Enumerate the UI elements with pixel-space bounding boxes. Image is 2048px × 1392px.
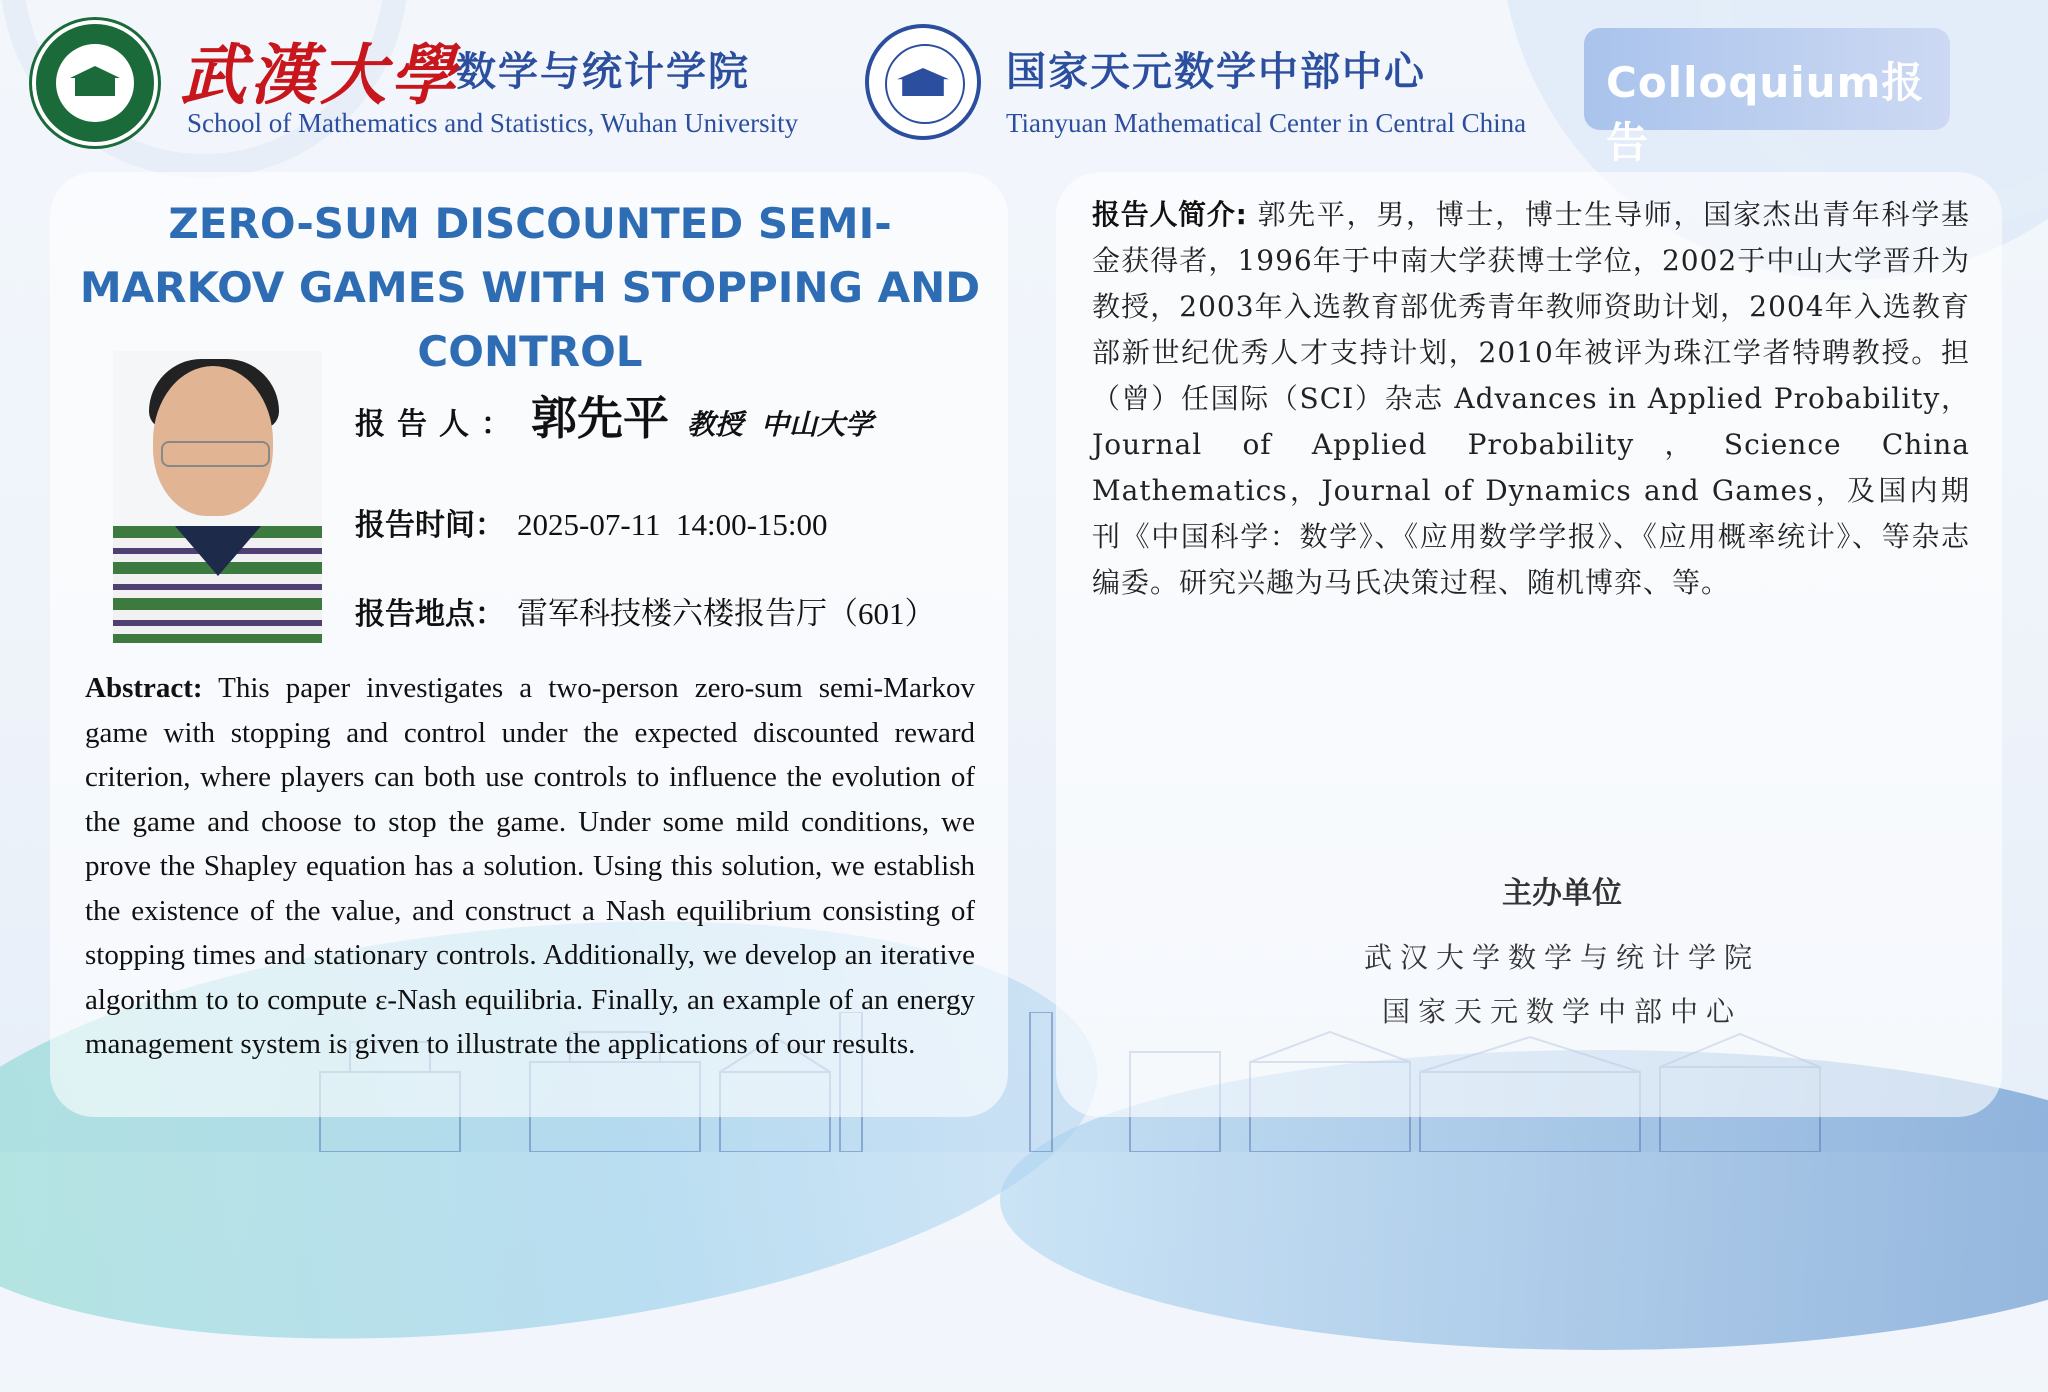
abstract-text: This paper investigates a two-person zero-sum semi-Markov game with stopping and control under the expected discounted reward criterion, where players can both use controls to influence the evolution of the game and choose to stop the game. Under some mild conditions, we prove the Shapley equation has a solution. Using this solution, we establish the existence of the value, and construct a Nash equilibrium consisting of stopping times and stationary controls. Additionally, we develop an iterative algorithm to to compute ε-Nash equilibria. Finally, an example of an energy management system is given to illustrate the applications of our results. (85, 672, 975, 1060)
speaker-bio (1092, 192, 1970, 606)
speaker-line (355, 382, 873, 448)
speaker-photo (113, 351, 322, 643)
time-label: 报告时间： (355, 508, 505, 543)
colloquium-badge-label: Colloquium报告 (1606, 58, 1925, 167)
organizer-item: 国家天元数学中部中心 (1381, 995, 1742, 1028)
abstract-label: Abstract: (85, 672, 203, 704)
wuhan-university-logo (32, 20, 158, 146)
time-value: 2025-07-11 14:00-15:00 (517, 507, 828, 542)
speaker-label: 报告人： (355, 407, 523, 442)
time-line (355, 500, 828, 544)
colloquium-badge (1584, 28, 1950, 167)
school-name-cn: 数学与统计学院 (456, 49, 750, 95)
bio-label: 报告人简介: (1092, 198, 1247, 231)
organizers-title: 主办单位 (1502, 876, 1622, 911)
talk-title: ZERO-SUM DISCOUNTED SEMI-MARKOV GAMES WITH STOPPING AND CONTROL (79, 199, 981, 376)
speaker-name: 郭先平 (531, 391, 669, 445)
place-line (355, 588, 936, 633)
university-name-calligraphy: 武漢大學 (180, 36, 460, 114)
tianyuan-center-logo (865, 24, 981, 140)
bio-text: 郭先平，男，博士，博士生导师，国家杰出青年科学基金获得者，1996年于中南大学获博士学位，2002于中山大学晋升为教授，2003年入选教育部优秀青年教师资助计划，2004年入选教育部新世纪优秀人才支持计划，2010年被评为珠江学者特聘教授。担（曾）任国际（SCI）杂志 Advances in Applied Probability，Journal of Applied Probability，Science China Mathematics，Journal of Dynamics and Games，及国内期刊《中国科学：数学》、《应用数学学报》、《应用概率统计》、等杂志编委。研究兴趣为马氏决策过程、随机博弈、等。 (1092, 198, 1970, 599)
place-value: 雷军科技楼六楼报告厅（601） (517, 596, 936, 631)
abstract (85, 666, 975, 1067)
center-name-en: Tianyuan Mathematical Center in Central China (1006, 108, 1527, 138)
organizer-item: 武汉大学数学与统计学院 (1363, 941, 1760, 974)
place-label: 报告地点： (355, 597, 505, 632)
speaker-rank: 教授 (687, 408, 744, 441)
school-name-en: School of Mathematics and Statistics, Wuhan University (187, 108, 799, 138)
speaker-affiliation: 中山大学 (761, 408, 874, 441)
center-name-cn: 国家天元数学中部中心 (1006, 49, 1426, 95)
